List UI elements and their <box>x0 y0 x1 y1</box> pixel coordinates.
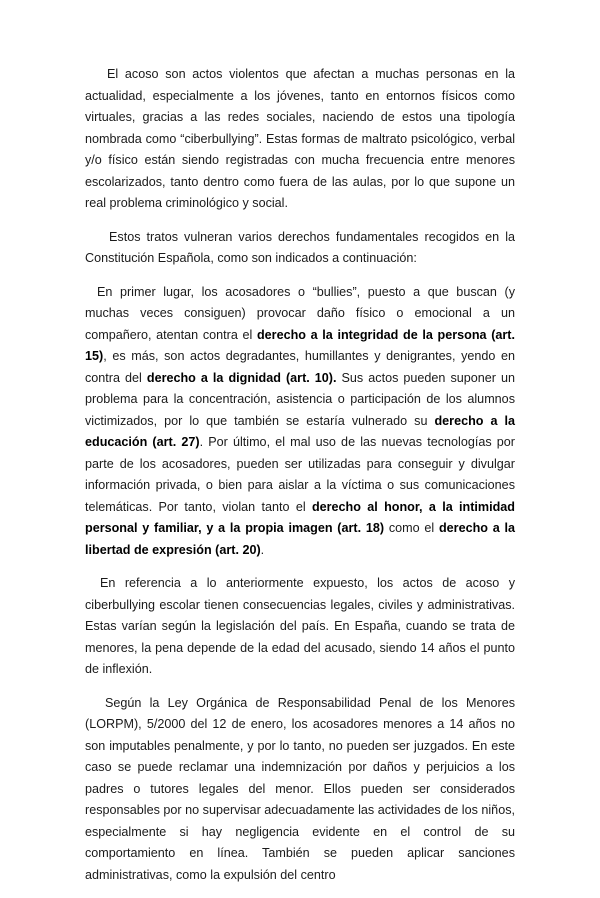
right-expression: derecho a la libertad de expresión (art. 20) <box>85 521 515 557</box>
paragraph-intro: El acoso son actos violentos que afectan a muchas personas en la actualidad, especialmente a los jóvenes, tanto en entornos físicos como virtuales, gracias a las redes sociales, naciendo de estos una tipología nombrada como “ciberbullying”. Estas formas de maltrato psicológico, verbal y/o físico están siendo registradas con mucha frecuencia entre menores escolarizados, tanto dentro como fuera de las aulas, por lo que supone un real problema criminológico y social. <box>85 67 515 210</box>
text-segment: En primer lugar, los acosadores o “bullies”, puesto a que buscan (y muchas veces consiguen) provocar daño físico o emocional a un compañero, atentan contra el <box>85 284 515 342</box>
document-body <box>85 64 515 898</box>
paragraph-rights-intro: Estos tratos vulneran varios derechos fundamentales recogidos en la Constitución Española, como son indicados a continuación: <box>85 229 515 265</box>
paragraph-consequences: En referencia a lo anteriormente expuesto, los actos de acoso y ciberbullying escolar tienen consecuencias legales, civiles y administrativas. Estas varían según la legislación del país. En España, cuando se trata de menores, la pena depende de la edad del acusado, siendo 14 años el punto de inflexión. <box>85 576 515 676</box>
right-honor-privacy: derecho al honor, a la intimidad personal y familiar, y a la propia imagen (art. 18) <box>85 499 515 535</box>
paragraph-rights-detail <box>85 282 515 562</box>
text-segment: . Por último, el mal uso de las nuevas tecnologías por parte de los acosadores, pueden ser utilizadas para conseguir y divulgar información privada, o bien para aislar a la víctima o sus comunicaciones telemáticas. Por tanto, violan tanto el <box>85 435 515 514</box>
right-integrity: derecho a la integridad de la persona (art. 15) <box>85 327 515 363</box>
text-segment: , es más, son actos degradantes, humillantes y denigrantes, yendo en contra del <box>85 349 515 385</box>
right-dignity: derecho a la dignidad (art. 10). <box>146 370 337 385</box>
text-segment: . <box>260 542 265 557</box>
text-segment: Sus actos pueden suponer un problema para la concentración, asistencia o participación de los alumnos victimizados, por lo que también se estaría vulnerado su <box>85 370 516 428</box>
text-segment: como el <box>384 521 439 535</box>
paragraph-lorpm: Según la Ley Orgánica de Responsabilidad Penal de los Menores (LORPM), 5/2000 del 12 de enero, los acosadores menores a 14 años no son imputables penalmente, y por lo tanto, no pueden ser juzgados. En este caso se puede reclamar una indemnización por daños y perjuicios a los padres o tutores legales del menor. Ellos pueden ser considerados responsables por no supervisar adecuadamente las actividades de los niños, especialmente si hay negligencia evidente en el control de su comportamiento en línea. También se pueden aplicar sanciones administrativas, como la expulsión del centro <box>85 695 515 882</box>
right-education: derecho a la educación (art. 27) <box>85 413 515 449</box>
